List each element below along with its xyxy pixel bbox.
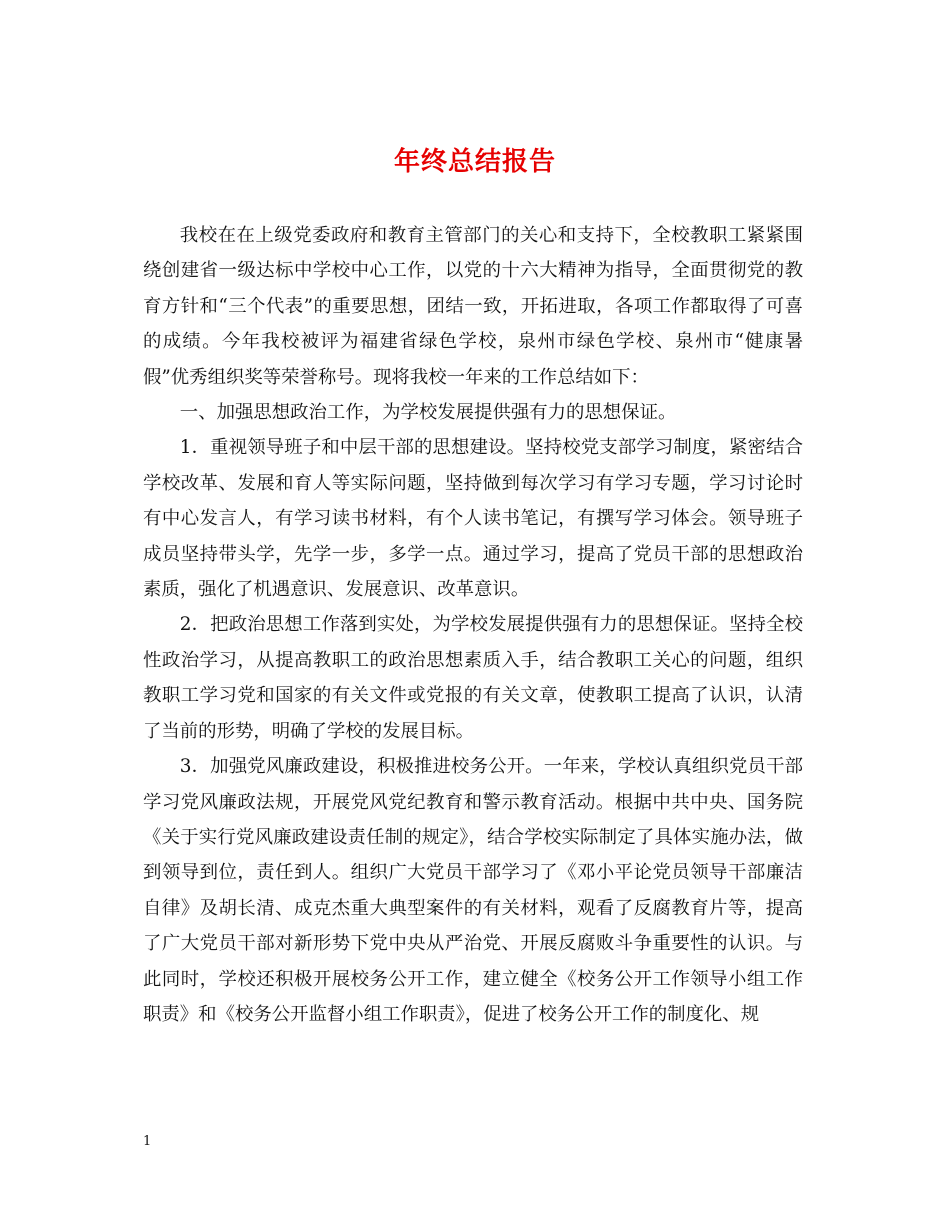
- page-number: 1: [143, 1134, 152, 1149]
- paragraph-intro: 我校在在上级党委政府和教育主管部门的关心和支持下，全校教职工紧紧围绕创建省一级达标中学校中心工作，以党的十六大精神为指导，全面贯彻党的教育方针和“三个代表”的重要思想，团结一致，开拓进取，各项工作都取得了可喜的成绩。今年我校被评为福建省绿色学校，泉州市绿色学校、泉州市“健康暑假”优秀组织奖等荣誉称号。现将我校一年来的工作总结如下：: [143, 225, 803, 388]
- paragraph-section-heading: 一、加强思想政治工作，为学校发展提供强有力的思想保证。: [179, 402, 677, 424]
- paragraph-item-2: 2．把政治思想工作落到实处，为学校发展提供强有力的思想保证。坚持全校性政治学习，从提高教职工的政治思想素质入手，结合教职工关心的问题，组织教职工学习党和国家的有关文件或党报的有关文章，使教职工提高了认识，认清了当前的形势，明确了学校的发展目标。: [143, 614, 803, 742]
- document-title: 年终总结报告: [393, 147, 556, 177]
- paragraph-item-1: 1．重视领导班子和中层干部的思想建设。坚持校党支部学习制度，紧密结合学校改革、发展和育人等实际问题，坚持做到每次学习有学习专题，学习讨论时有中心发言人，有学习读书材料，有个人读书笔记，有撰写学习体会。领导班子成员坚持带头学，先学一步，多学一点。通过学习，提高了党员干部的思想政治素质，强化了机遇意识、发展意识、改革意识。: [143, 437, 803, 601]
- document-body: [143, 218, 803, 1032]
- paragraph-item-3: 3．加强党风廉政建设，积极推进校务公开。一年来，学校认真组织党员干部学习党风廉政法规，开展党风党纪教育和警示教育活动。根据中共中央、国务院《关于实行党风廉政建设责任制的规定》，结合学校实际制定了具体实施办法，做到领导到位，责任到人。组织广大党员干部学习了《邓小平论党员领导干部廉洁自律》及胡长清、成克杰重大典型案件的有关材料，观看了反腐教育片等，提高了广大党员干部对新形势下党中央从严治党、开展反腐败斗争重要性的认识。与此同时，学校还积极开展校务公开工作，建立健全《校务公开工作领导小组工作职责》和《校务公开监督小组工作职责》，促进了校务公开工作的制度化、规: [143, 756, 803, 1025]
